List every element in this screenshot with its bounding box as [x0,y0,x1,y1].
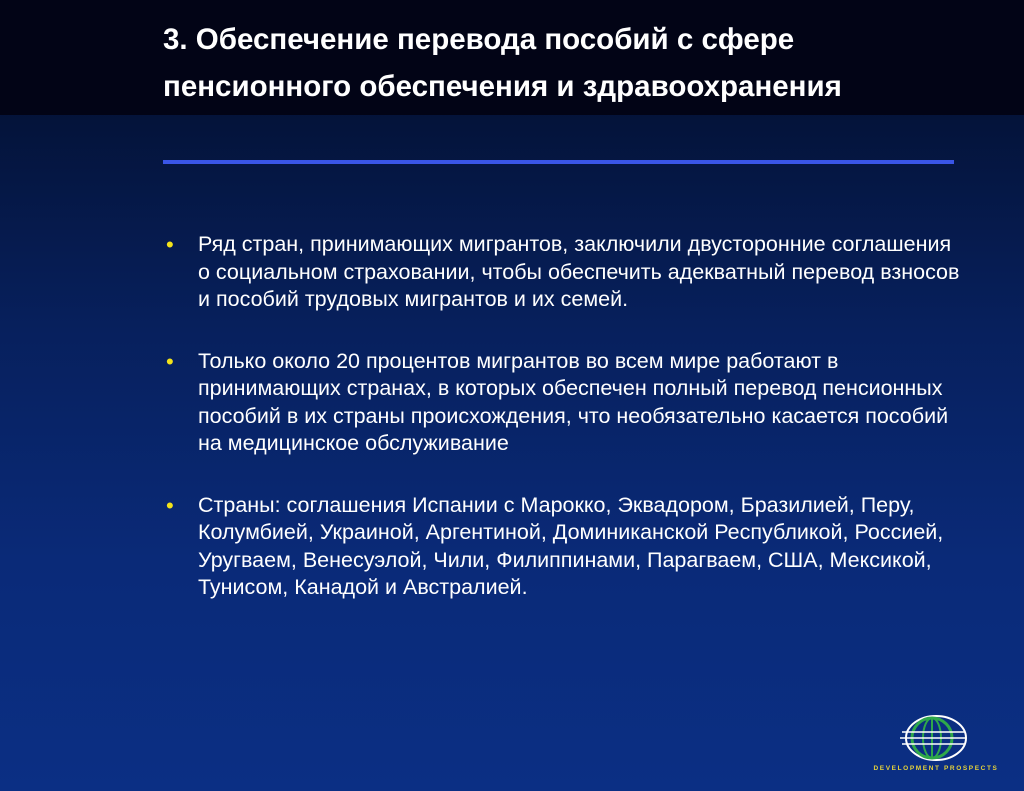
slide-title: 3. Обеспечение перевода пособий с сфере пенсионного обеспечения и здравоохранения [163,23,842,103]
bullet-text: Ряд стран, принимающих мигрантов, заключили двусторонние соглашения о социальном страховании, чтобы обеспечить адекватный перевод взносов и пособий трудовых мигрантов и их семей. [198,232,960,311]
list-item [162,231,962,314]
title-divider [163,160,954,164]
bullet-marker: • [166,348,174,374]
bullet-text: Только около 20 процентов мигрантов во всем мире работают в принимающих странах, в которых обеспечен полный перевод пенсионных пособий в их страны происхождения, что необязательно касается пособий на медицинское обслуживание [198,348,949,455]
list-item [162,492,962,602]
development-prospects-logo [866,712,1006,778]
bullet-list [162,231,962,602]
list-item [162,348,962,458]
bullet-marker: • [166,232,174,257]
logo-caption: DEVELOPMENT PROSPECTS [873,765,999,772]
globe-logo-icon [898,714,974,764]
bullet-text: Страны: соглашения Испании с Марокко, Эквадором, Бразилией, Перу, Колумбией, Украиной, Аргентиной, Доминиканской Республикой, Россией, Уругваем, Венесуэлой, Чили, Филиппинами, Парагваем, США, Мексикой, Тунисом, Канадой и Австралией. [198,492,944,599]
bullet-marker: • [166,492,174,518]
